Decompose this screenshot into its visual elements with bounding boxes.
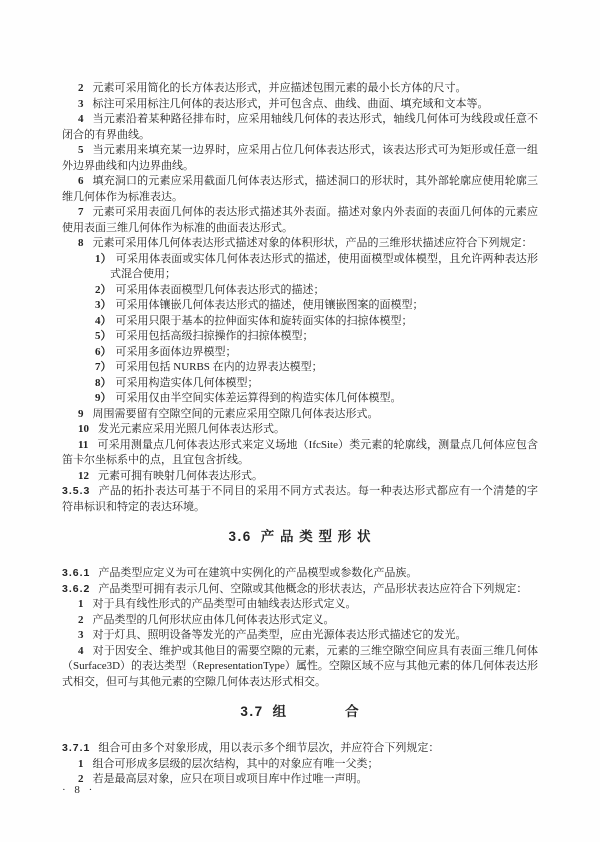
item-text: 当元素用来填充某一边界时，应采用占位几何体表达形式，该表达形式可为矩形或任意一组外边界曲线和内边界曲线。 — [62, 144, 538, 172]
list-item — [62, 597, 538, 613]
item-text: 可采用仅由半空间实体差运算得到的构造实体几何体模型。 — [115, 392, 402, 404]
sub-list-item — [62, 376, 538, 392]
item-text: 可采用多面体边界模型； — [115, 345, 237, 358]
list-item — [62, 469, 538, 485]
item-number: 4 — [78, 644, 84, 657]
list-item — [62, 81, 538, 97]
item-number: 5） — [95, 330, 112, 342]
item-text: 可采用只限于基本的拉伸面实体和旋转面实体的扫掠体模型； — [115, 314, 413, 327]
item-text: 发光元素应采用光照几何体表达形式。 — [98, 423, 285, 435]
list-item — [62, 112, 538, 143]
item-text: 元素可采用表面几何体的表达形式描述其外表面。描述对象内外表面的表面几何体的元素应使用表面三维几何体作为标准的曲面表达形式。 — [62, 206, 538, 234]
item-number: 3） — [95, 299, 112, 311]
item-number: 3.5.3 — [62, 485, 91, 497]
item-number: 10 — [78, 423, 89, 435]
sub-list-item — [62, 314, 538, 330]
item-text: 当元素沿着某种路径排布时，应采用轴线几何体的表达形式，轴线几何体可为线段或任意不闭合的有界曲线。 — [62, 113, 538, 141]
item-text: 可采用包括 NURBS 在内的边界表达模型； — [115, 361, 323, 373]
item-number: 2） — [95, 283, 112, 296]
item-number: 2 — [78, 82, 84, 94]
item-number: 3 — [78, 629, 84, 641]
item-text: 组合可由多个对象形成，用以表示多个细节层次，并应符合下列规定： — [98, 742, 440, 754]
item-text: 周围需要留有空隙空间的元素应采用空隙几何体表达形式。 — [92, 407, 379, 420]
item-number: 1 — [78, 598, 84, 610]
list-item — [62, 236, 538, 252]
section-title: 产 品 类 型 形 状 — [260, 529, 372, 544]
item-number: 1） — [95, 252, 112, 265]
clause-paragraph — [62, 484, 538, 515]
item-number: 2 — [78, 613, 84, 626]
item-number: 3 — [78, 97, 84, 110]
clause-paragraph — [62, 741, 538, 757]
item-text: 可采用体表面模型几何体表达形式的描述； — [115, 283, 325, 296]
item-text: 产品的拓扑表达可基于不同目的采用不同方式表达。每一种表达形式都应有一个清楚的字符串标识和特定的表达环境。 — [62, 485, 538, 513]
item-text: 标注可采用标注几何体的表达形式，并可包含点、曲线、曲面、填充域和文本等。 — [92, 97, 489, 110]
section-number: 3.6 — [228, 529, 252, 544]
item-number: 9 — [78, 407, 84, 420]
page-footer — [62, 783, 95, 799]
list-item — [62, 613, 538, 629]
sub-list-item — [62, 283, 538, 299]
item-text: 可采用体表面或实体几何体表达形式的描述，使用面模型或体模型，且允许两种表达形式混合使用； — [110, 252, 539, 280]
item-text: 产品类型的几何形状应由体几何体表达形式定义。 — [92, 613, 335, 626]
item-number: 3.7.1 — [62, 742, 91, 754]
sub-list-item — [62, 360, 538, 376]
item-text: 可采用构造实体几何体模型； — [115, 376, 259, 389]
sub-list-item — [62, 345, 538, 361]
item-number: 3.6.2 — [62, 582, 91, 595]
clause-paragraph — [62, 566, 538, 582]
list-item — [62, 97, 538, 113]
item-text: 元素可拥有映射几何体表达形式。 — [98, 469, 263, 482]
list-item — [62, 757, 538, 773]
item-number: 2 — [78, 773, 84, 785]
item-text: 产品类型可拥有表示几何、空隙或其他概念的形状表达，产品形状表达应符合下列规定： — [98, 582, 528, 595]
item-text: 对于灯具、照明设备等发光的产品类型，应由光源体表达形式描述它的发光。 — [92, 629, 467, 641]
list-item — [62, 438, 538, 469]
item-text: 元素可采用简化的长方体表达形式，并应描述包围元素的最小长方体的尺寸。 — [92, 82, 467, 94]
item-number: 8 — [78, 237, 84, 249]
item-number: 7 — [78, 206, 84, 218]
item-text: 对于因安全、维护或其他目的需要空隙的元素，元素的三维空隙空间应具有表面三维几何体（Surface3D）的表达类型（RepresentationType）属性。空隙区域不应与其他元素的体几何体表达形式相交，但可与其他元素的空隙几何体表达形式相交。 — [62, 644, 538, 688]
sub-list-item — [62, 252, 538, 283]
section-heading — [62, 703, 538, 721]
item-number: 4） — [95, 314, 112, 327]
list-item — [62, 407, 538, 423]
item-text: 若是最高层对象，应只在项目或项目库中作过唯一声明。 — [92, 773, 368, 785]
item-number: 9） — [95, 392, 112, 404]
item-number: 4 — [78, 113, 84, 125]
item-text: 组合可形成多层级的层次结构，其中的对象应有唯一父类； — [92, 757, 379, 770]
item-number: 5 — [78, 144, 84, 156]
item-number: 7） — [95, 361, 112, 373]
list-item — [62, 628, 538, 644]
item-text: 产品类型应定义为可在建筑中实例化的产品模型或参数化产品族。 — [98, 567, 418, 579]
item-number: 8） — [95, 376, 112, 389]
list-item — [62, 422, 538, 438]
item-number: 6 — [78, 175, 84, 187]
sub-list-item — [62, 298, 538, 314]
item-text: 填充洞口的元素应采用截面几何体表达形式，描述洞口的形状时，其外部轮廓应使用轮廓三维几何体作为标准表达。 — [62, 175, 538, 203]
list-item — [62, 174, 538, 205]
sub-list-item — [62, 329, 538, 345]
section-title: 组 合 — [272, 704, 360, 719]
list-item — [62, 644, 538, 691]
item-number: 1 — [78, 757, 84, 770]
item-text: 元素可采用体几何体表达形式描述对象的体积形状，产品的三维形状描述应符合下列规定： — [92, 237, 533, 249]
item-number: 3.6.1 — [62, 567, 91, 579]
clause-paragraph — [62, 582, 538, 598]
section-heading — [62, 528, 538, 546]
list-item — [62, 205, 538, 236]
list-item — [62, 143, 538, 174]
item-number: 6） — [95, 345, 112, 358]
section-number: 3.7 — [240, 704, 264, 719]
list-item — [62, 772, 538, 788]
item-number: 12 — [78, 469, 89, 482]
item-text: 可采用测量点几何体表达形式来定义场地（IfcSite）类元素的轮廓线，测量点几何体应包含笛卡尔坐标系中的点，且宜包含折线。 — [62, 438, 538, 466]
sub-list-item — [62, 391, 538, 407]
item-number: 11 — [78, 438, 89, 451]
page-number: · 8 · — [62, 784, 96, 796]
document-content — [62, 81, 538, 788]
item-text: 对于具有线性形式的产品类型可由轴线表达形式定义。 — [92, 598, 357, 610]
item-text: 可采用体镶嵌几何体表达形式的描述，使用镶嵌图案的面模型； — [115, 299, 424, 311]
item-text: 可采用包括高级扫掠操作的扫掠体模型； — [115, 330, 314, 342]
